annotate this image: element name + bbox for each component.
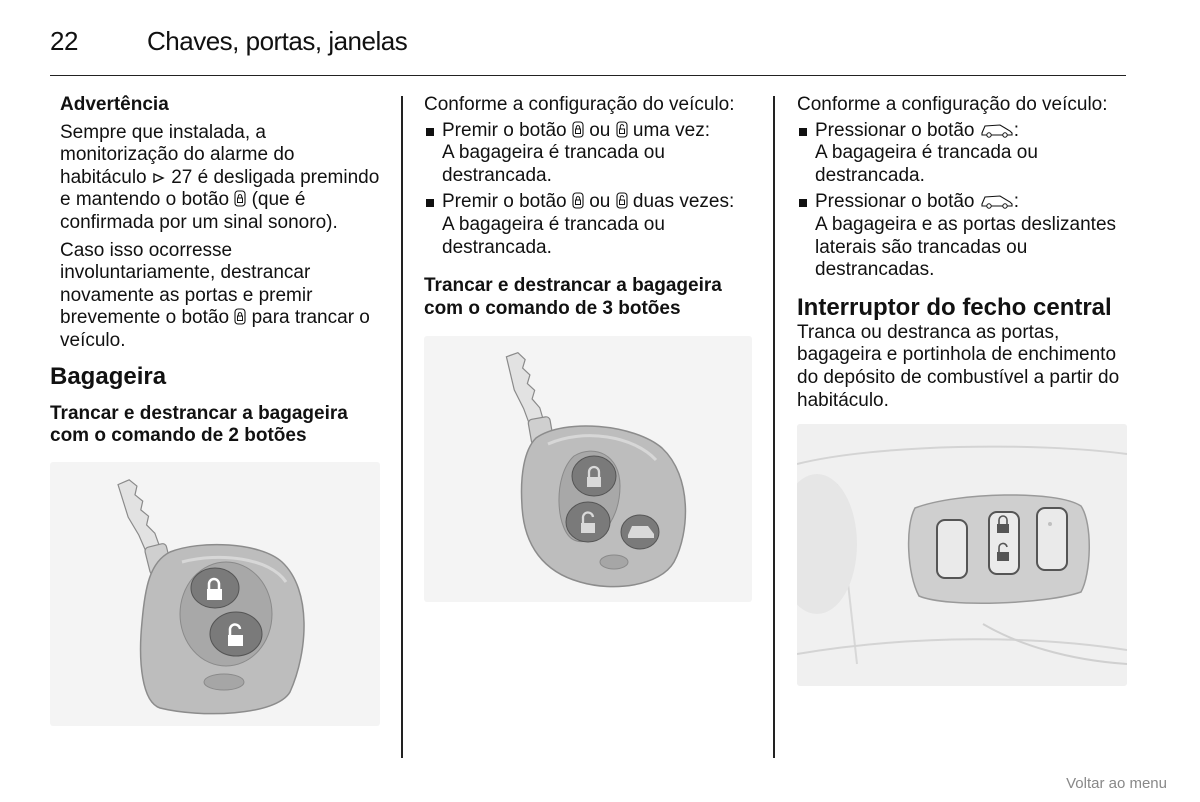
warning-paragraph-2: [60, 240, 380, 353]
warning-paragraph-1: [60, 122, 380, 235]
section-title-central-locking: Interruptor do fecho central: [797, 293, 1112, 321]
lock-icon: [234, 308, 246, 325]
bullet-text: A bagageira é trancada ou destrancada.: [815, 142, 1038, 186]
bullet-list: [424, 120, 754, 260]
warning-text: Caso isso ocorresse involuntariamente, destrancar novamente as portas e premir brevemente o botão: [60, 239, 313, 329]
figure-3-button-key: [424, 336, 752, 602]
lock-icon: [234, 190, 246, 207]
list-item: [424, 120, 754, 188]
chapter-title: Chaves, portas, janelas: [147, 26, 408, 56]
bullet-text: ou: [589, 119, 611, 141]
section-title-bagageira: Bagageira: [50, 362, 167, 390]
bullet-text: duas vezes:: [632, 191, 735, 213]
van-icon: [980, 122, 1014, 138]
warning-text: é desligada premindo e mantendo o botão: [60, 166, 380, 211]
warning-title: Advertência: [60, 94, 169, 115]
bullet-text: A bagageira é trancada ou destrancada.: [442, 213, 665, 258]
column-3: [797, 94, 1127, 686]
reference-arrow-icon: [152, 171, 166, 185]
warning-text: (que é confirmada por um sinal sonoro).: [60, 189, 338, 233]
warning-box: [50, 94, 380, 353]
bullet-text: A bagageira é trancada ou destrancada.: [442, 142, 665, 186]
bullet-text: ou: [589, 191, 611, 213]
column-divider-left: [401, 96, 403, 758]
bullet-text: Pressionar o botão: [815, 191, 975, 213]
column-1: [50, 94, 380, 726]
bullet-text: A bagageira e as portas deslizantes laterais são trancadas ou destrancadas.: [815, 213, 1117, 281]
van-icon: [980, 193, 1014, 209]
central-locking-paragraph: Tranca ou destranca as portas, bagageira e portinhola de enchimento do depósito de combustível a partir do habitáculo.: [797, 321, 1120, 411]
column-divider-right: [773, 96, 775, 758]
subhead-2-button-remote: Trancar e destrancar a bagageira com o comando de 2 botões: [50, 402, 348, 447]
warning-text: Sempre que instalada, a monitorização do alarme do habitáculo: [60, 121, 295, 188]
intro-text: Conforme a configuração do veículo:: [424, 94, 735, 115]
back-to-menu-link[interactable]: Voltar ao menu: [1066, 775, 1167, 792]
lock-icon: [572, 121, 584, 138]
intro-text: Conforme a configuração do veículo:: [797, 94, 1108, 115]
unlock-icon: [616, 192, 628, 209]
bullet-list: [797, 120, 1127, 282]
bullet-text: Premir o botão: [442, 119, 567, 141]
bullet-text: :: [1013, 119, 1020, 141]
list-item: [797, 191, 1127, 281]
page-header: [50, 24, 1126, 76]
page-reference[interactable]: 27: [171, 166, 193, 188]
list-item: [797, 120, 1127, 188]
bullet-text: Premir o botão: [442, 191, 567, 213]
column-2: [424, 94, 754, 602]
bullet-text: :: [1013, 191, 1020, 213]
lock-icon: [572, 192, 584, 209]
unlock-icon: [616, 121, 628, 138]
warning-text: para trancar o veículo.: [60, 307, 370, 351]
list-item: [424, 191, 754, 259]
bullet-text: Pressionar o botão: [815, 119, 975, 141]
figure-2-button-key: [50, 462, 380, 726]
figure-central-lock-switch: [797, 424, 1127, 686]
bullet-text: uma vez:: [632, 119, 710, 141]
subhead-3-button-remote: Trancar e destrancar a bagageira com o comando de 3 botões: [424, 275, 722, 319]
page-number: 22: [50, 26, 78, 56]
